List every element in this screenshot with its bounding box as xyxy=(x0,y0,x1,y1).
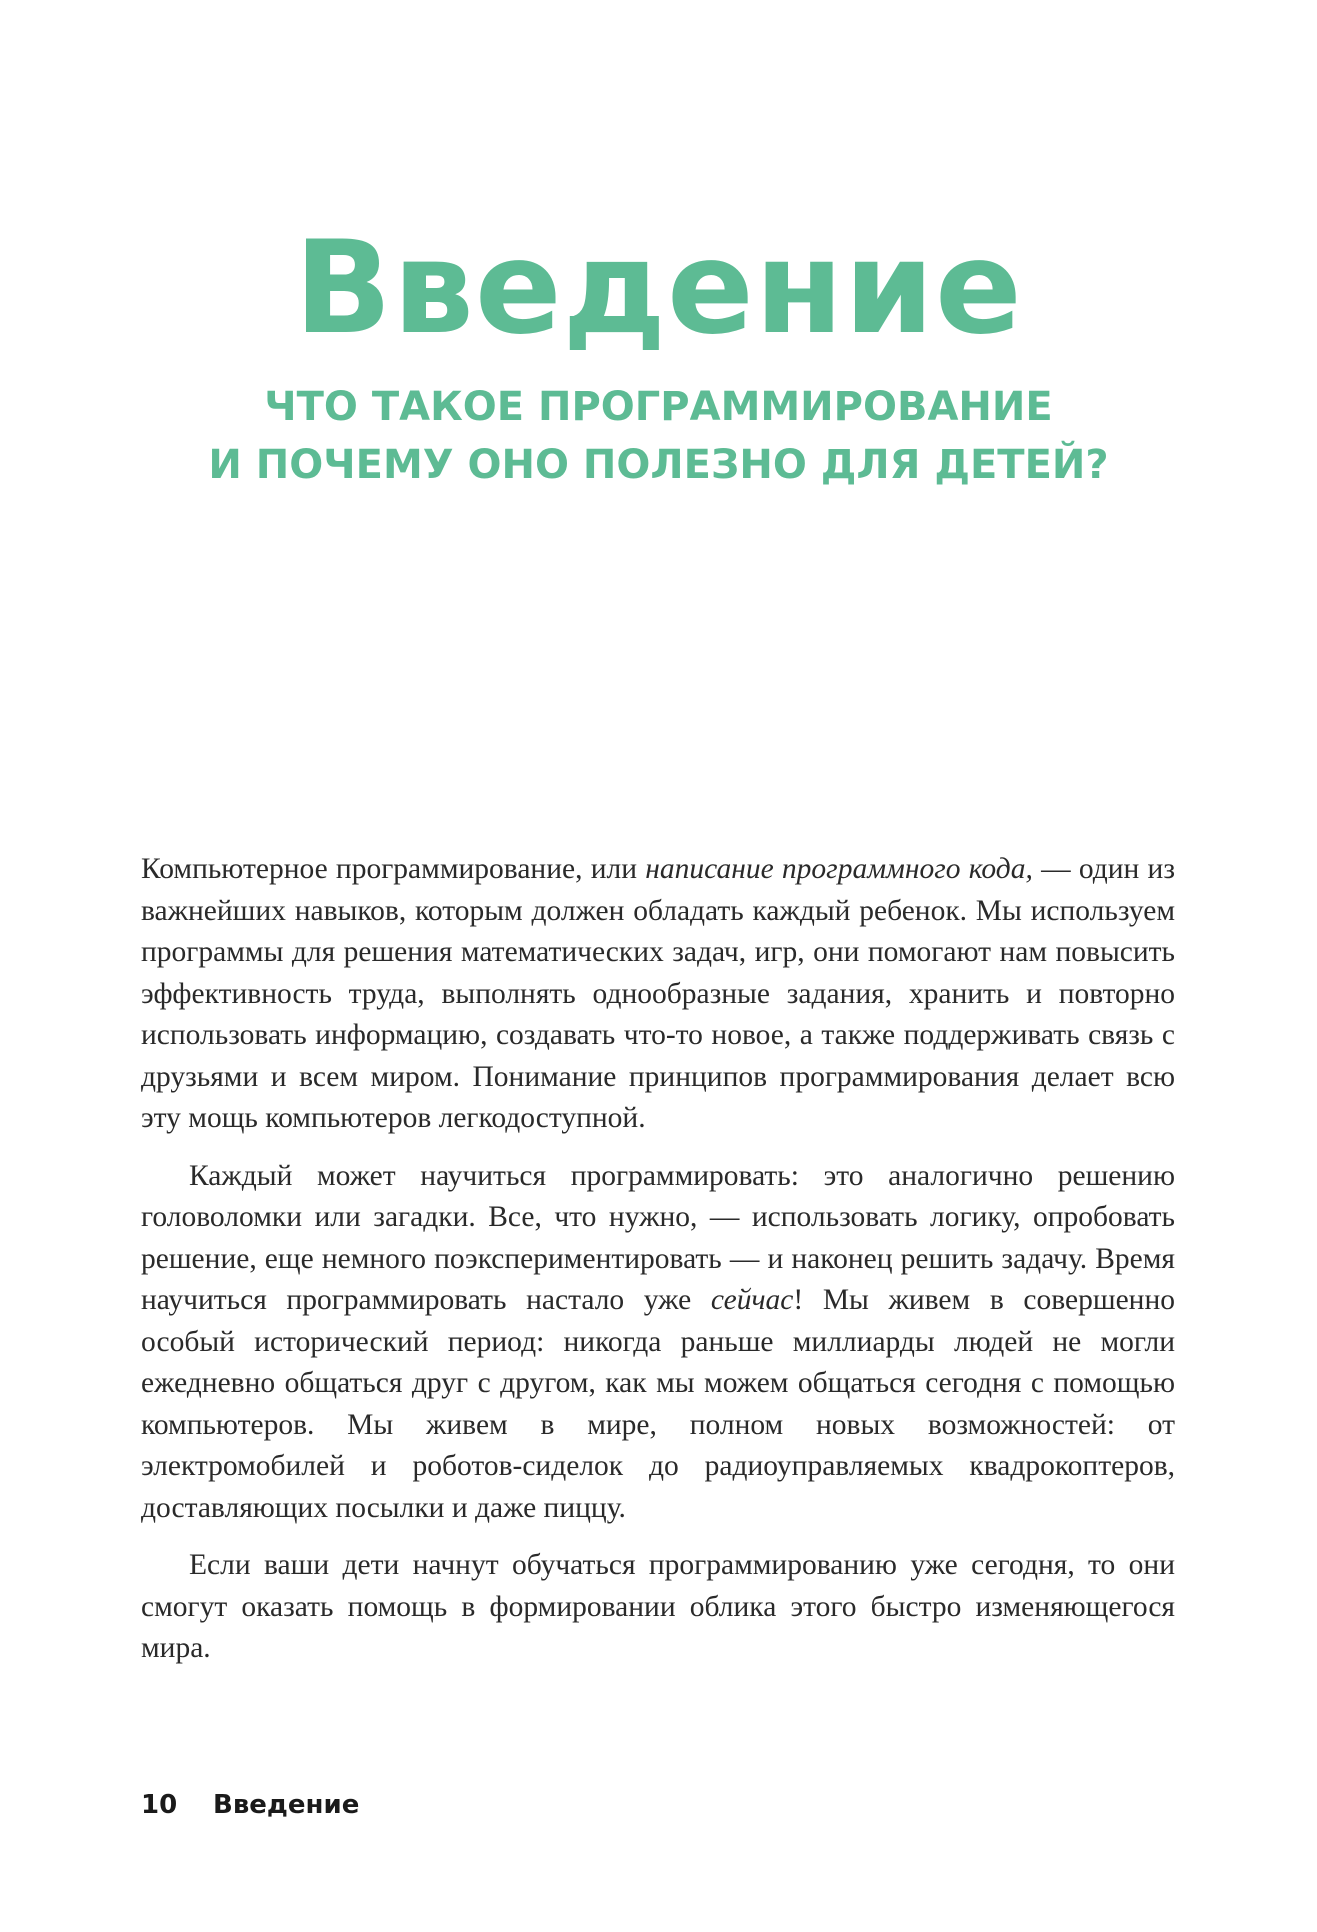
paragraph-2-emphasis: сейчас xyxy=(710,1284,794,1316)
paragraph-1-start: Компьютерное программирование, или xyxy=(141,853,646,885)
subtitle-line-1: ЧТО ТАКОЕ ПРОГРАММИРОВАНИЕ xyxy=(264,384,1053,431)
paragraph-2 xyxy=(141,1156,1175,1530)
running-title: Введение xyxy=(213,1790,360,1820)
page-footer xyxy=(141,1785,359,1825)
paragraph-2-start: Каждый может научиться программировать: это аналогично решению головоломки или загадки. Все, что нужно, — использовать логику, опробовать решение, еще немного поэкспериментировать — и наконец решить задачу. Время научиться программировать настало уже xyxy=(141,1159,1175,1316)
paragraph-1-rest: — один из важнейших навыков, которым должен обладать каждый ребенок. Мы используем программы для решения математических задач, игр, они помогают нам повысить эффективность труда, выполнять однообразные задания, хранить и повторно использовать информацию, создавать что-то новое, а также поддерживать связь с друзьями и всем миром. Понимание принципов программирования делает всю эту мощь компьютеров легкодоступной. xyxy=(141,853,1175,1134)
chapter-title: Введение xyxy=(294,213,1023,363)
chapter-subtitle xyxy=(0,378,1317,494)
paragraph-1 xyxy=(141,849,1175,1140)
paragraph-1-emphasis: написание программного кода, xyxy=(645,853,1033,885)
paragraph-2-rest: ! Мы живем в совершенно особый исторический период: никогда раньше миллиарды людей не могли ежедневно общаться друг с другом, как мы можем общаться сегодня с помощью компьютеров. Мы живем в мире, полном новых возможностей: от электромобилей и роботов-сиделок до радиоуправляемых квадрокоптеров, доставляющих посылки и даже пиццу. xyxy=(141,1284,1175,1524)
paragraph-3: Если ваши дети начнут обучаться программированию уже сегодня, то они смогут оказать помощь в формировании облика этого быстро изменяющегося мира. xyxy=(141,1549,1175,1664)
page-number: 10 xyxy=(141,1790,178,1820)
subtitle-line-2: И ПОЧЕМУ ОНО ПОЛЕЗНО ДЛЯ ДЕТЕЙ? xyxy=(208,442,1109,489)
body-text xyxy=(141,849,1175,1686)
